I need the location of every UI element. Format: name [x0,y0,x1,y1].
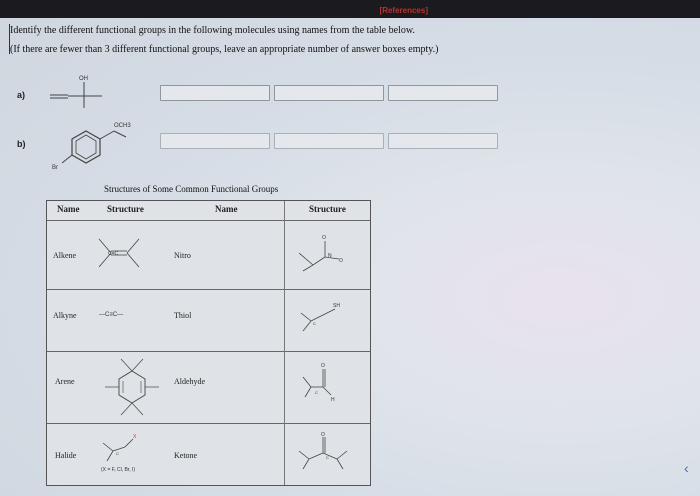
answer-a-2[interactable] [274,85,384,101]
instruction-line-2: (If there are fewer than 3 different functional groups, leave an appropriate number of answer boxes empty.) [10,44,439,55]
nitro-o-top: O [322,235,326,241]
cell-alkene: Alkene [53,251,77,260]
instruction-line-1: Identify the different functional groups in the following molecules using names from the table below. [10,25,415,36]
table-title: Structures of Some Common Functional Groups [104,184,279,194]
halide-x: X [133,434,137,440]
header-name-right: Name [215,204,238,214]
molecule-b-br-label: Br [52,165,58,171]
cell-halide: Halide [55,451,77,460]
answer-b-2[interactable] [274,133,384,149]
answer-a-1[interactable] [160,85,270,101]
halide-c: C [116,451,119,456]
cell-nitro: Nitro [174,251,191,260]
alkene-label: C=C [108,251,119,257]
cell-arene: Arene [55,377,75,386]
answer-a-3[interactable] [388,85,498,101]
functional-groups-table [46,200,371,486]
nitro-structure [295,229,365,279]
question-a-label: a) [17,90,26,100]
ketone-c: C [326,455,329,460]
column-divider [284,201,285,485]
alkene-structure [95,233,145,273]
row-divider-3 [47,423,370,424]
nitro-o-right: O [339,258,343,264]
row-divider-2 [47,351,370,352]
halide-structure [99,429,149,463]
ketone-o: O [321,432,325,438]
arene-structure [97,351,167,421]
molecule-b-och3-label: OCH3 [114,123,131,129]
ketone-structure [295,427,365,477]
header-name-left: Name [57,204,80,214]
cell-alkyne: Alkyne [53,311,77,320]
aldehyde-structure [299,357,349,407]
top-bar [0,0,700,18]
question-content [0,18,700,496]
header-structure-left: Structure [107,204,144,214]
cell-thiol: Thiol [174,311,192,320]
alkyne-structure: —C≡C— [99,312,124,318]
answer-b-3[interactable] [388,133,498,149]
question-b-label: b) [17,139,26,149]
references-link[interactable]: [References] [379,6,428,15]
answer-b-1[interactable] [160,133,270,149]
next-arrow-button[interactable]: ‹ [684,460,689,476]
aldehyde-c: C [315,390,318,395]
aldehyde-h: H [331,397,335,403]
molecule-a-structure [46,70,116,110]
aldehyde-o: O [321,363,325,369]
cell-aldehyde: Aldehyde [174,377,206,386]
thiol-sh: SH [333,303,340,309]
halide-note: (X = F, Cl, Br, I) [101,467,136,473]
molecule-a-oh-label: OH [79,76,88,82]
molecule-b-structure [48,113,148,173]
cell-ketone: Ketone [174,451,198,460]
header-structure-right: Structure [309,204,346,214]
thiol-c: C [313,321,316,326]
nitro-n: N [328,253,332,259]
thiol-structure [297,297,357,337]
row-divider-1 [47,289,370,290]
header-divider [47,220,370,221]
